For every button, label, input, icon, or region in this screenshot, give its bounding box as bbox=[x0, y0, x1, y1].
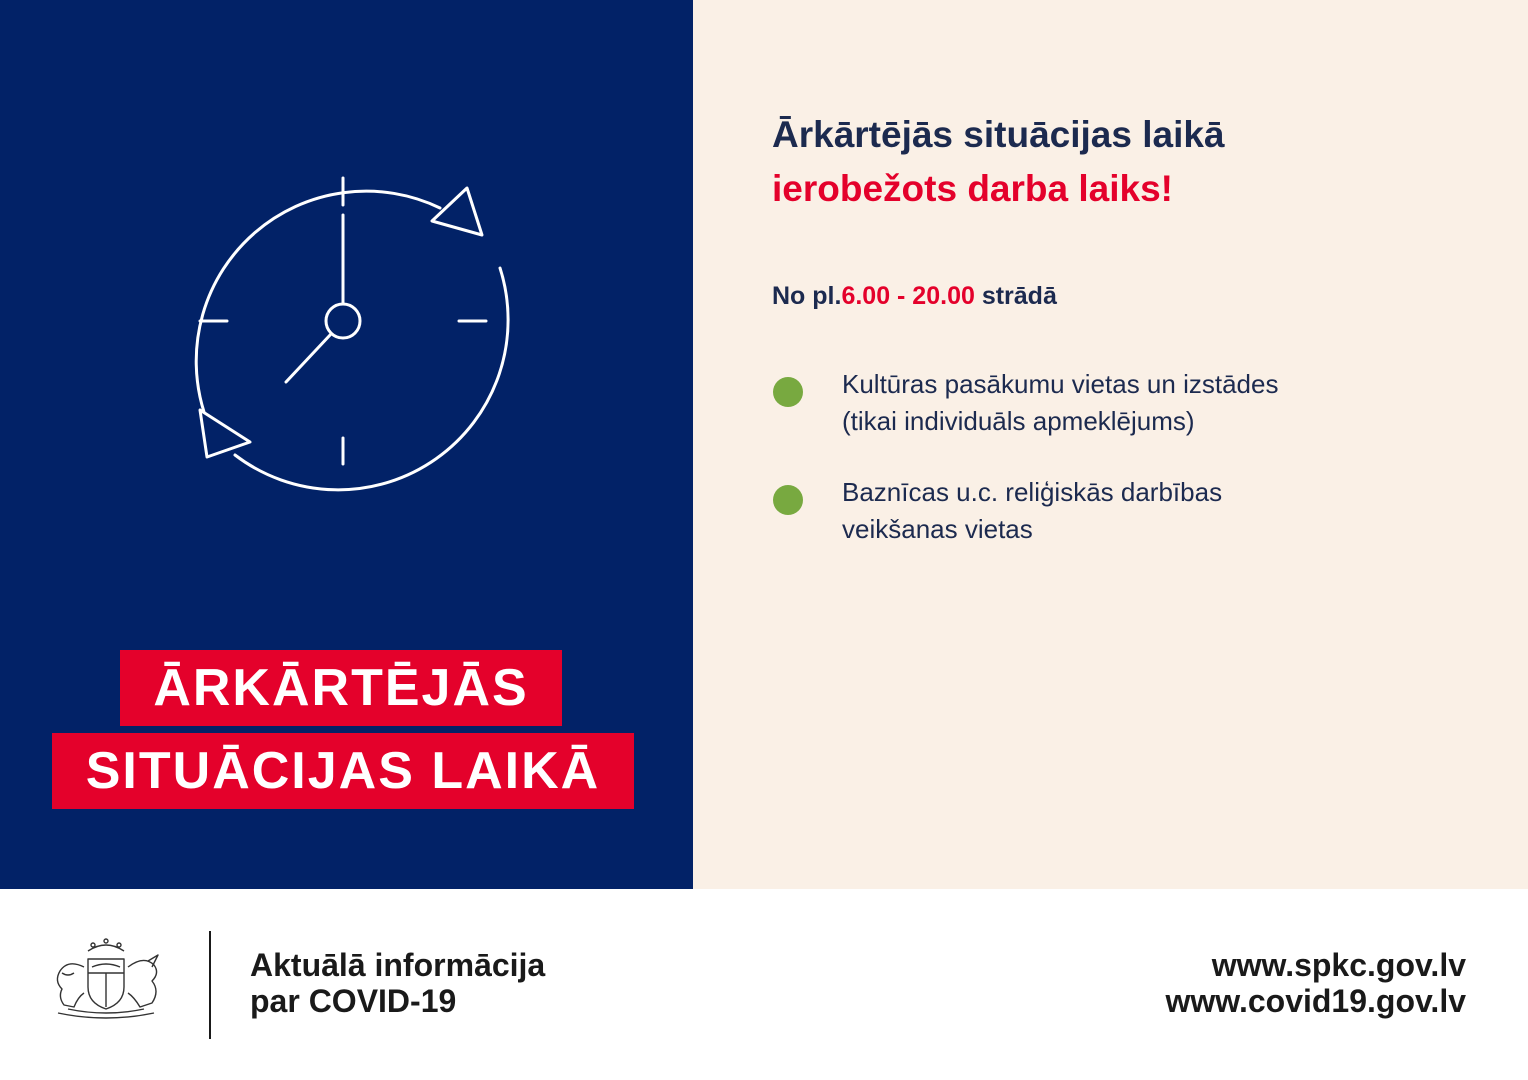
list-item-line-1: Kultūras pasākumu vietas un izstādes bbox=[842, 369, 1279, 399]
hours-suffix: strādā bbox=[974, 282, 1057, 310]
list-item-text bbox=[842, 474, 1462, 548]
hours-prefix: No pl. bbox=[772, 282, 842, 310]
spkc-link[interactable]: www.spkc.gov.lv bbox=[1211, 947, 1466, 983]
footer bbox=[0, 889, 1528, 1080]
green-bullet-icon bbox=[773, 485, 803, 515]
venue-list bbox=[772, 366, 1472, 582]
green-bullet-icon bbox=[773, 377, 803, 407]
footer-info bbox=[250, 947, 545, 1019]
headline-line-1: Ārkārtējās situācijas laikā bbox=[772, 114, 1225, 155]
working-hours bbox=[772, 279, 1057, 313]
list-item bbox=[772, 366, 1472, 474]
latvia-coat-of-arms-icon bbox=[48, 937, 164, 1023]
list-item-line-2: veikšanas vietas bbox=[842, 514, 1033, 544]
covid19-link[interactable]: www.covid19.gov.lv bbox=[1165, 983, 1466, 1019]
left-panel bbox=[0, 0, 693, 889]
footer-links bbox=[1165, 947, 1466, 1019]
banner-title-line-1: ĀRKĀRTĒJĀS bbox=[120, 650, 562, 726]
list-item-line-1: Baznīcas u.c. reliģiskās darbības bbox=[842, 477, 1223, 507]
headline bbox=[772, 108, 1225, 216]
headline-line-2: ierobežots darba laiks! bbox=[772, 168, 1173, 209]
clock-cycle-icon bbox=[150, 150, 540, 510]
list-item-text bbox=[842, 366, 1462, 440]
footer-divider bbox=[209, 931, 211, 1039]
list-item bbox=[772, 474, 1472, 582]
banner-title-line-2: SITUĀCIJAS LAIKĀ bbox=[52, 733, 634, 809]
footer-info-line-1: Aktuālā informācija bbox=[250, 947, 546, 983]
hours-range: 6.00 - 20.00 bbox=[841, 282, 975, 310]
footer-info-line-2: par COVID-19 bbox=[250, 983, 457, 1019]
list-item-line-2: (tikai individuāls apmeklējums) bbox=[842, 406, 1195, 436]
